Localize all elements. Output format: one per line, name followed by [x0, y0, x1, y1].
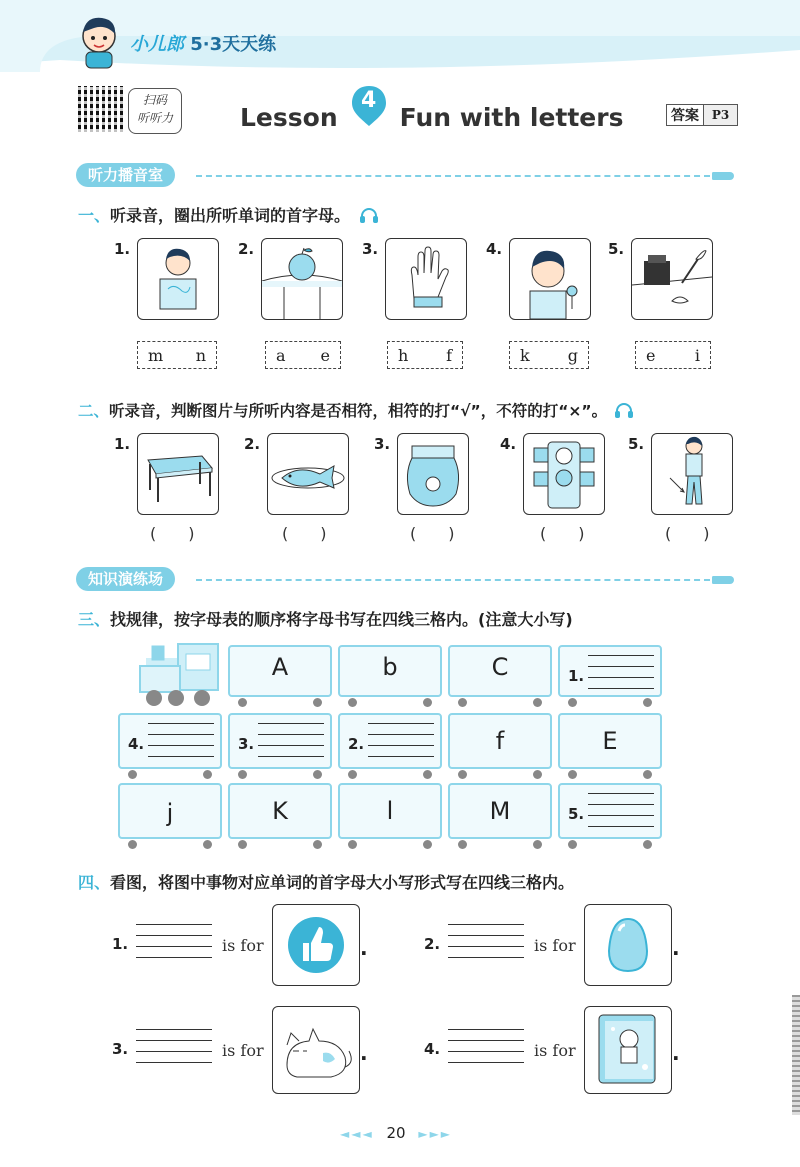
- astronaut-book-picture: [584, 1006, 672, 1094]
- train-car-blank[interactable]: 3.: [228, 713, 332, 769]
- q4-heading: 四、看图，将图中事物对应单词的首字母大小写形式写在四线三格内。: [78, 873, 575, 892]
- pen-icon: [712, 172, 734, 180]
- answer-paren[interactable]: ( ): [410, 524, 455, 543]
- train-car: l: [338, 783, 442, 839]
- cat-picture: [272, 1006, 360, 1094]
- letter-choices[interactable]: h f: [387, 341, 463, 369]
- brand-name: 小儿郎: [130, 34, 184, 55]
- brand: [130, 30, 276, 56]
- is-for-label: is for: [534, 1041, 576, 1060]
- letter-choices[interactable]: a e: [265, 341, 341, 369]
- is-for-label: is for: [222, 936, 264, 955]
- train-car: f: [448, 713, 552, 769]
- train-car: M: [448, 783, 552, 839]
- writing-lines[interactable]: [136, 1029, 212, 1073]
- lesson-number-badge: 4: [352, 86, 386, 126]
- answer-paren[interactable]: ( ): [150, 524, 195, 543]
- next-arrows-icon: ►►►: [418, 1127, 453, 1141]
- answer-paren[interactable]: ( ): [665, 524, 710, 543]
- answer-reference: 答案 P3: [666, 104, 738, 126]
- q4-item-number: 2.: [424, 935, 441, 953]
- scan-label: 扫码 听听力: [128, 88, 182, 134]
- headphones-icon[interactable]: [615, 402, 633, 418]
- q3-heading: 三、找规律，按字母表的顺序将字母书写在四线三格内。(注意大小写): [78, 610, 573, 629]
- answer-paren[interactable]: ( ): [282, 524, 327, 543]
- desk-picture: [137, 433, 219, 515]
- q2-item-number: 2.: [244, 435, 261, 453]
- train-car: A: [228, 645, 332, 697]
- train-car: E: [558, 713, 662, 769]
- q4-item-number: 4.: [424, 1040, 441, 1058]
- train-car: j: [118, 783, 222, 839]
- thumbs-up-picture: [272, 904, 360, 986]
- q1-item-number: 3.: [362, 240, 379, 258]
- egg-picture: [584, 904, 672, 986]
- section-divider: [196, 579, 710, 581]
- q4-item-number: 3.: [112, 1040, 129, 1058]
- train-car-blank[interactable]: 4.: [118, 713, 222, 769]
- q1-item-number: 1.: [114, 240, 131, 258]
- train-car: C: [448, 645, 552, 697]
- page-number: 20: [386, 1124, 406, 1142]
- lesson-subtitle: Fun with letters: [399, 103, 624, 132]
- prev-arrows-icon: ◄◄◄: [340, 1127, 374, 1141]
- train-car-blank[interactable]: 5.: [558, 783, 662, 839]
- letter-choices[interactable]: k g: [509, 341, 589, 369]
- writing-lines[interactable]: [448, 1029, 524, 1073]
- mascot-boy-icon: [76, 14, 122, 70]
- page-edge: [792, 995, 800, 1115]
- q2-item-number: 1.: [114, 435, 131, 453]
- headphones-icon[interactable]: [360, 207, 378, 223]
- answer-paren[interactable]: ( ): [540, 524, 585, 543]
- train-car-blank[interactable]: 2.: [338, 713, 442, 769]
- pen-icon: [712, 576, 734, 584]
- is-for-label: is for: [222, 1041, 264, 1060]
- is-for-label: is for: [534, 936, 576, 955]
- letter-choices[interactable]: e i: [635, 341, 711, 369]
- q4-item-number: 1.: [112, 935, 129, 953]
- section-divider: [196, 175, 710, 177]
- brand-series: 5·3天天练: [190, 34, 277, 55]
- writing-lines[interactable]: [136, 924, 212, 968]
- qr-code[interactable]: [78, 86, 124, 132]
- ink-bottle-picture: [631, 238, 713, 320]
- section-practice-title: 知识演练场: [76, 567, 175, 591]
- page-footer: [340, 1124, 452, 1142]
- boy-leg-picture: [651, 433, 733, 515]
- jar-picture: [397, 433, 469, 515]
- q1-item-number: 5.: [608, 240, 625, 258]
- apple-picture: [261, 238, 343, 320]
- lesson-title: Lesson 4 Fun with letters: [240, 88, 624, 132]
- hand-picture: [385, 238, 467, 320]
- q1-item-number: 4.: [486, 240, 503, 258]
- kid-with-key-picture: [509, 238, 591, 320]
- letter-choices[interactable]: m n: [137, 341, 217, 369]
- writing-lines[interactable]: [448, 924, 524, 968]
- traffic-light-picture: [523, 433, 605, 515]
- train-car: b: [338, 645, 442, 697]
- boy-with-map-picture: [137, 238, 219, 320]
- q1-heading: 一、听录音，圈出所听单词的首字母。: [78, 203, 378, 226]
- fish-picture: [267, 433, 349, 515]
- q2-item-number: 3.: [374, 435, 391, 453]
- q1-item-number: 2.: [238, 240, 255, 258]
- section-listening-title: 听力播音室: [76, 163, 175, 187]
- q2-heading: 二、听录音，判断图片与所听内容是否相符，相符的打“√”，不符的打“×”。: [78, 399, 633, 421]
- q2-item-number: 5.: [628, 435, 645, 453]
- q2-item-number: 4.: [500, 435, 517, 453]
- train-car-blank[interactable]: 1.: [558, 645, 662, 697]
- train-engine-icon: [116, 640, 226, 710]
- train-car: K: [228, 783, 332, 839]
